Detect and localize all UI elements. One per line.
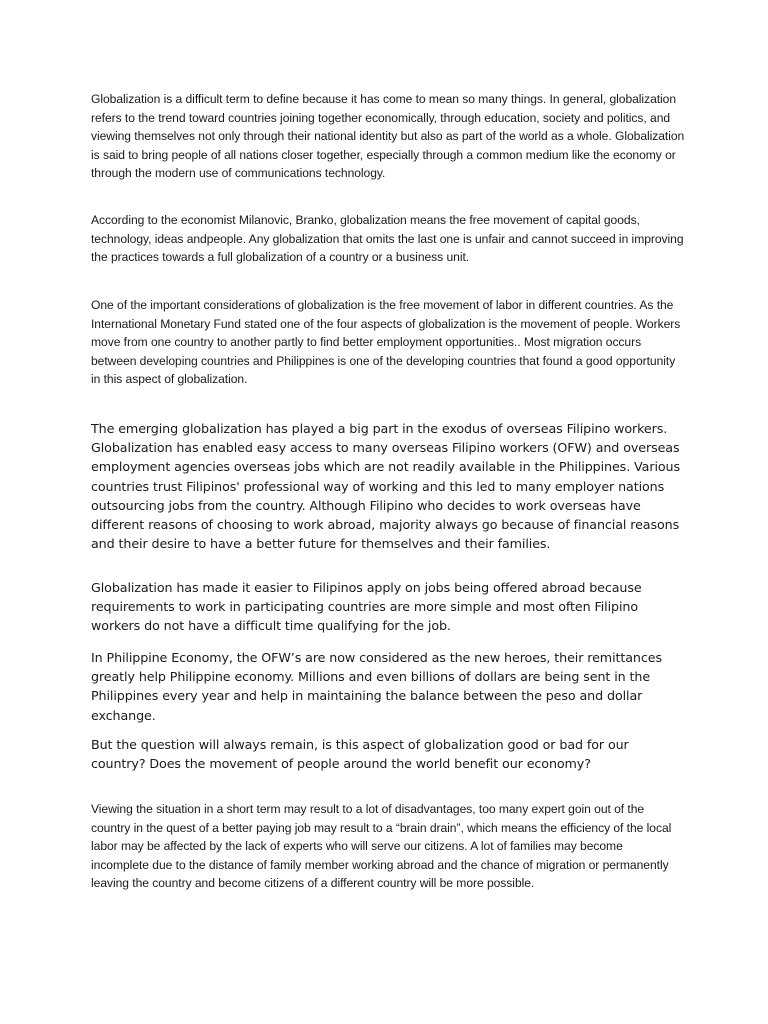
paragraph-ofw-exodus: The emerging globalization has played a big part in the exodus of overseas Filipino workers. Globalization has enabled easy access to many overseas Filipino workers (OFW) and overseas employment agencies overseas jobs which are not readily available in the Philippines. Various countries trust Filipinos' professional way of working and this led to many employer nations outsourcing jobs from the country. Although Filipino who decides to work overseas have different reasons of choosing to work abroad, majority always go because of financial reasons and their desire to have a better future for themselves and their families. (91, 421, 680, 552)
paragraph-short-term-view: Viewing the situation in a short term may result to a lot of disadvantages, too many expert goin out of the country in the quest of a better paying job may result to a “brain drain”, which means the efficiency of the local labor may be affected by the lack of experts who will serve our citizens. A lot of families may become incomplete due to the distance of family member working abroad and the chance of migration or permanently leaving the country and become citizens of a different country will be more possible. (91, 802, 672, 891)
paragraph-question: But the question will always remain, is this aspect of globalization good or bad for our country? Does the movement of people around the world benefit our economy? (91, 737, 629, 772)
paragraph-philippine-economy: In Philippine Economy, the OFW’s are now considered as the new heroes, their remittances greatly help Philippine economy. Millions and even billions of dollars are being sent in the Philippines every year and help in maintaining the balance between the peso and dollar exchange. (91, 650, 662, 723)
paragraph-globalization-definition: Globalization is a difficult term to define because it has come to mean so many things. In general, globalization refers to the trend toward countries joining together economically, through education, society and politics, and viewing themselves not only through their national identity but also as part of the world as a whole. Globalization is said to bring people of all nations closer together, especially through a common medium like the economy or through the modern use of communications technology. (91, 92, 685, 181)
paragraph-job-requirements: Globalization has made it easier to Filipinos apply on jobs being offered abroad because requirements to work in participating countries are more simple and most often Filipino workers do not have a difficult time qualifying for the job. (91, 580, 642, 634)
paragraph-milanovic-definition: According to the economist Milanovic, Branko, globalization means the free movement of capital goods, technology, ideas andpeople. Any globalization that omits the last one is unfair and cannot succeed in improving the practices towards a full globalization of a country or a business unit. (91, 213, 684, 265)
paragraph-labor-movement: One of the important considerations of globalization is the free movement of labor in different countries. As the International Monetary Fund stated one of the four aspects of globalization is the movement of people. Workers move from one country to another partly to find better employment opportunities.. Most migration occurs between developing countries and Philippines is one of the developing countries that found a good opportunity in this aspect of globalization. (91, 298, 681, 387)
